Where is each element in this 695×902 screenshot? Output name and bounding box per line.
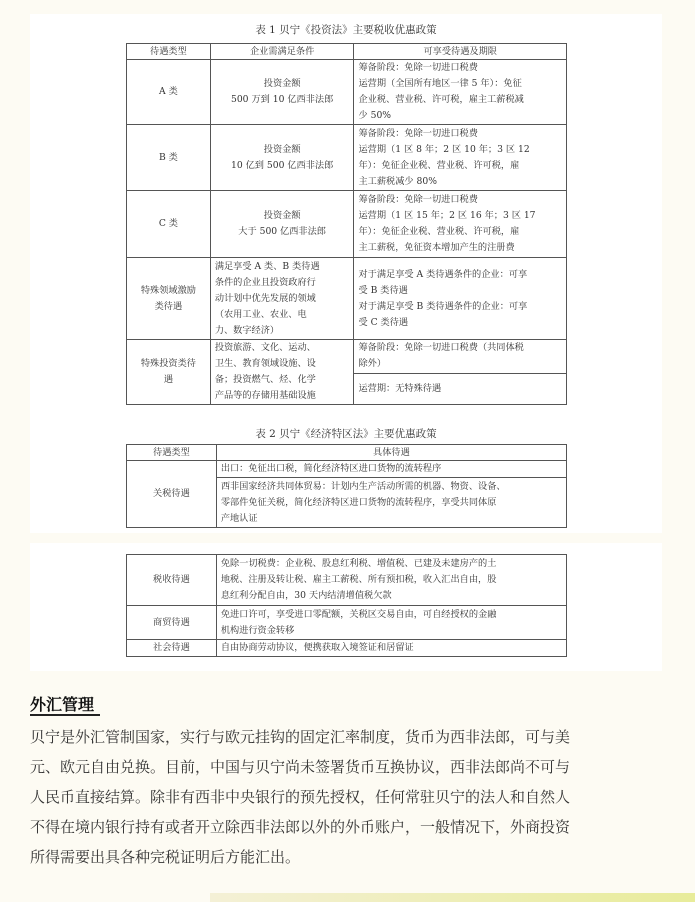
text-line: 免除一切税费：企业税、股息红利税、增值税、已建及未建房产的土: [220, 558, 497, 569]
treatment-type: [127, 258, 211, 340]
paragraph-line: 所得需要出具各种完税证明后方能汇出。: [30, 848, 301, 866]
text-line: 满足享受 A 类、B 类待遇: [214, 260, 320, 272]
text-line: 筹备阶段：免除一切进口税费: [358, 62, 478, 73]
text-line: 零部件免征关税，简化经济特区进口货物的流转程序，享受共同体原: [220, 496, 497, 508]
text-line: 年）：免征企业税、营业税、许可税，雇: [358, 159, 520, 171]
benefit-cell: [354, 191, 567, 258]
treatment-type: A 类: [127, 60, 211, 125]
table1-header: 待遇类型: [127, 44, 211, 60]
text-line: 地税、注册及转让税、雇主工薪税、所有预扣税，收入汇出自由，股: [220, 574, 497, 585]
treatment-type: 社会待遇: [127, 640, 217, 657]
table2-header: 具体待遇: [216, 445, 566, 461]
text-line: 企业税、营业税、许可税，雇主工薪税减: [358, 94, 524, 105]
treatment-type: 关税待遇: [127, 461, 217, 528]
text-line: 特殊领域激励: [140, 284, 196, 296]
table-panel-bottom: [30, 543, 662, 671]
text-line: 除外）: [358, 358, 387, 370]
title-underline: [30, 714, 100, 716]
text-line: 投资金额: [263, 143, 301, 155]
text-line: 筹备阶段：免除一切进口税费: [358, 127, 478, 139]
text-line: 年）：免征企业税、营业税、许可税，雇: [358, 226, 520, 237]
text-line: 500 万到 10 亿西非法郎: [230, 94, 334, 105]
table1-caption: 表 1 贝宁《投资法》主要税收优惠政策: [255, 24, 437, 36]
text-line: 动计划中优先发展的领域: [214, 292, 316, 304]
text-line: 运营期（全国所有地区一律 5 年）：免征: [358, 78, 522, 89]
benefit-cell: [354, 258, 567, 340]
text-line: 受 B 类待遇: [358, 284, 408, 296]
table1-header: 可享受待遇及期限: [354, 44, 567, 60]
paragraph-line: 人民币直接结算。除非有西非中央银行的预先授权，任何常驻贝宁的法人和自然人: [30, 788, 571, 806]
condition-cell: [210, 125, 354, 191]
text-line: 筹备阶段：免除一切进口税费（共同体税: [358, 342, 524, 354]
text-line: 西非国家经济共同体贸易：计划内生产活动所需的机器、物资、设备、: [220, 480, 506, 492]
table-row: [127, 340, 567, 374]
text-line: 筹备阶段：免除一切进口税费: [358, 194, 478, 205]
text-line: 主工薪税减少 80%: [358, 175, 437, 187]
text-line: 运营期（1 区 15 年；2 区 16 年；3 区 17: [358, 210, 536, 221]
treatment-type: 商贸待遇: [127, 606, 217, 640]
text-line: 运营期（1 区 8 年；2 区 10 年；3 区 12: [358, 143, 530, 155]
treatment-type: C 类: [127, 191, 211, 258]
table-row: [127, 555, 567, 606]
text-line: 类待遇: [154, 300, 183, 312]
table-row: [127, 640, 567, 657]
text-line: 投资旅游、文化、运动、: [214, 342, 316, 353]
table-row: [127, 461, 567, 478]
benefit-cell: [216, 555, 566, 606]
benefit-cell: 运营期：无特殊待遇: [354, 373, 567, 404]
paragraph-line: 元、欧元自由兑换。目前，中国与贝宁尚未签署货币互换协议，西非法郎尚不可与: [30, 758, 571, 776]
table1-header: 企业需满足条件: [210, 44, 354, 60]
benefit-cell: 出口：免征出口税，简化经济特区进口货物的流转程序: [216, 461, 566, 478]
text-line: 息红利分配自由，30 天内结清增值税欠款: [220, 590, 392, 601]
condition-cell: [210, 258, 354, 340]
decorative-bar: [210, 893, 695, 902]
treatment-type: 税收待遇: [127, 555, 217, 606]
forex-paragraph: [30, 722, 670, 872]
text-line: 卫生、教育领域设施、设: [214, 358, 316, 369]
table2-caption: 表 2 贝宁《经济特区法》主要优惠政策: [255, 428, 437, 440]
table-row: [127, 191, 567, 258]
text-line: （农用工业、农业、电: [214, 308, 307, 320]
text-line: 遇: [163, 374, 173, 385]
text-line: 备；投资燃气、烃、化学: [214, 374, 316, 385]
table-row: [127, 606, 567, 640]
treatment-type: B 类: [127, 125, 211, 191]
paragraph-line: 贝宁是外汇管制国家，实行与欧元挂钩的固定汇率制度，货币为西非法郎，可与美: [30, 728, 571, 746]
table2-continued: [126, 554, 567, 657]
benefit-cell: [354, 340, 567, 374]
text-line: 免进口许可，享受进口零配额，关税区交易自由，可自经授权的金融: [220, 608, 497, 620]
text-line: 条件的企业且投资政府行: [214, 276, 316, 288]
table-row: [127, 60, 567, 125]
text-line: 产品等的存储用基础设施: [214, 390, 316, 401]
benefit-cell: [216, 478, 566, 528]
text-line: 对于满足享受 B 类待遇条件的企业：可享: [358, 300, 528, 312]
table2-header: 待遇类型: [127, 445, 217, 461]
text-line: 主工薪税，免征资本增加产生的注册费: [358, 242, 515, 253]
condition-cell: [210, 191, 354, 258]
text-line: 特殊投资类待: [140, 358, 196, 369]
benefit-cell: 自由协商劳动协议，便携获取入境签证和居留证: [216, 640, 566, 657]
table-panel-top: [30, 14, 662, 533]
text-line: 受 C 类待遇: [358, 316, 409, 328]
condition-cell: [210, 340, 354, 405]
forex-section-title: 外汇管理: [30, 695, 95, 714]
table2: [126, 444, 567, 528]
benefit-cell: [354, 60, 567, 125]
text-line: 产地认证: [220, 512, 258, 524]
table-row: [127, 125, 567, 191]
text-line: 少 50%: [358, 110, 392, 121]
text-line: 10 亿到 500 亿西非法郎: [230, 159, 334, 171]
benefit-cell: [354, 125, 567, 191]
text-line: 对于满足享受 A 类待遇条件的企业：可享: [358, 268, 528, 280]
table-row: [127, 258, 567, 340]
treatment-type: [127, 340, 211, 405]
benefit-cell: [216, 606, 566, 640]
table2-header-row: [127, 445, 567, 461]
table1: [126, 43, 567, 405]
table1-header-row: [127, 44, 567, 60]
text-line: 机构进行资金转移: [220, 624, 295, 636]
text-line: 投资金额: [263, 78, 301, 89]
text-line: 力、数字经济）: [214, 324, 280, 336]
condition-cell: [210, 60, 354, 125]
text-line: 投资金额: [263, 210, 301, 221]
text-line: 大于 500 亿西非法郎: [238, 226, 326, 237]
paragraph-line: 不得在境内银行持有或者开立除西非法郎以外的外币账户，一般情况下，外商投资: [30, 818, 571, 836]
